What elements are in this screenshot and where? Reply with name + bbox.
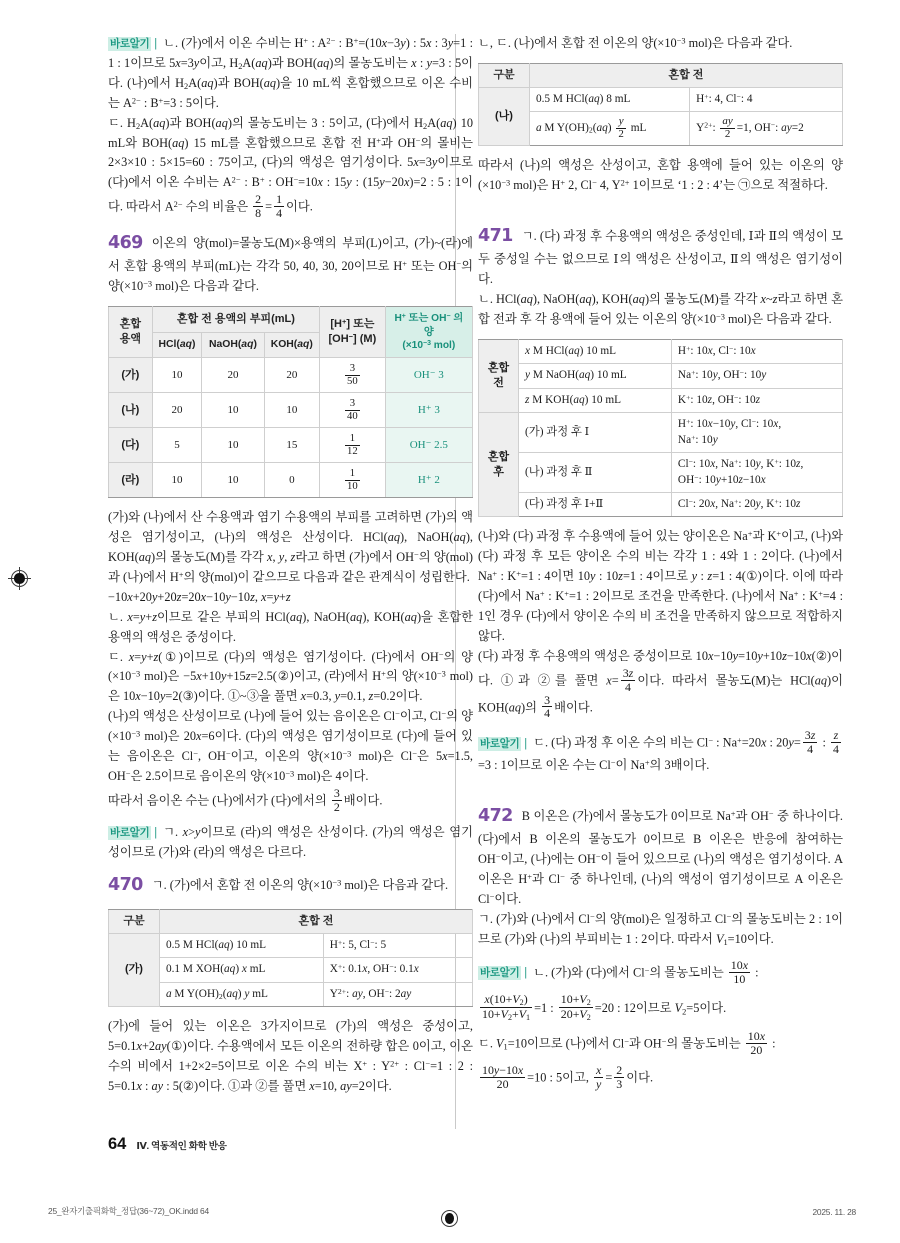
cell-solution: (가) 과정 후 Ⅰ (519, 413, 672, 453)
th-koh: KOH(aq) (264, 333, 320, 358)
th-before: 혼합 전 (159, 909, 472, 933)
th-hcl: HCl(aq) (152, 333, 202, 358)
cell-ions: H+: 5, Cl−: 5 (323, 933, 472, 957)
cell-ions: K+: 10z, OH−: 10z (671, 388, 842, 412)
registration-mark-left (11, 570, 28, 587)
problem-470-intro: 470 ㄱ. (가)에서 혼합 전 이온의 양($\times 10^{-3}$ mol)은 다음과 같다. (108, 875, 449, 896)
badge-bar: | (154, 36, 158, 50)
cell-naoh: 10 (202, 393, 264, 428)
cell-conc: $\frac{3}{50}$ (320, 358, 386, 393)
row-name: (나) (109, 393, 153, 428)
table-row (479, 87, 843, 111)
cell-amount: H⁺ 3 (385, 393, 472, 428)
table-row (109, 982, 473, 1006)
cell-solution: y M NaOH(aq) 10 mL (519, 364, 672, 388)
solution-470-bc-intro: ㄴ, ㄷ. (나)에서 혼합 전 이온의 양($\times 10^{-3}$ mol)은 다음과 같다. (478, 36, 793, 50)
solution-470-body: (가)에 들어 있는 이온은 3가지이므로 (가)의 액성은 중성이고, 5=0.1x+2ay(①)이다. 수용액에서 모든 이온의 전하량 합은 0이고, 이온 수의 비에서 1+2×2=5이므로 이온 수의 비는 X+ : $Y^{2+}$ : Cl−=1 : 2 : 5=0.1x : ay : 5(②)이다. ①과 ②를 풀면 x=10, ay=2이다. (108, 1019, 473, 1093)
cell-solution: 0.1 M XOH(aq) x mL (159, 958, 323, 982)
cell-koh: 0 (264, 463, 320, 498)
th-naoh: NaOH(aq) (202, 333, 264, 358)
row-group-label: (가) (109, 933, 160, 1006)
solution-469-e: 따라서 음이온 수는 (나)에서가 (다)에서의 $\frac{3}{2}$ 배이다. (108, 785, 383, 814)
table-row (479, 388, 843, 412)
cell-solution: (나) 과정 후 Ⅱ (519, 453, 672, 493)
problem-472-a: 472 B 이온은 (가)에서 몰농도가 0이므로 Na+과 OH− 중 하나이다. (다)에서 B 이온의 몰농도가 0이므로 B 이온은 반응에 참여하는 OH−이고, (나)에는 OH−이 들어 있으므로 (나)의 액성은 염기성이다. A 이온은 H+과 Cl− 중 하나인데, (나)의 액성이 염기성이므로 A 이온은 Cl−이다. (478, 806, 844, 907)
cell-conc: $\frac{1}{10}$ (320, 463, 386, 498)
table-row (479, 112, 843, 146)
cell-ions: X+: 0.1x, OH−: 0.1x (323, 958, 472, 982)
th-mix-2: 용액 (119, 333, 141, 346)
table-row (479, 413, 843, 453)
cell-ions: $Y^{2+}$: ay, OH−: 2ay (323, 982, 472, 1006)
row-group-label: (나) (479, 87, 530, 145)
problem-472-c: ㄷ. $V_1=10$이므로 (나)에서 Cl−과 OH−의 몰농도비는 $\frac{10x}{20}$ : (478, 1029, 776, 1058)
solution-469-eq1: −10x+20y+20z=20x−10y−10z, x=y+z (108, 589, 291, 604)
table-469: 혼합 용액 혼합 전 용액의 부피(mL) [H+] 또는 [OH−] (M) H+ 또는 OH− 의 양 ($\times 10^{-3}$ mol) HCl(aq) NaOH(aq) KOH(aq) (가) 10 20 20 $\frac{3}{50}$ OH⁻ 3 (나) 20 10 10 $\frac{3}{40}$ H⁺ 3 (다) 5 10 15 $\frac{1}{12}$ OH⁻ 2.5 (라) 10 10 0 $\frac{1}{10}$ H⁺ 2 (108, 306, 473, 498)
table-row (109, 958, 473, 982)
problem-469-intro: 469 이온의 양(mol)=몰농도(M)×용액의 부피(L)이고, (가)~(라)에서 혼합 용액의 부피(mL)는 각각 50, 40, 30, 20이므로 H+ 또는 OH−의 양($\times 10^{-3}$ mol)은 다음과 같다. (108, 233, 473, 294)
solution-469-barogalgi: 바로알기 | ㄱ. x>y이므로 (라)의 액성은 산성이다. (가)의 액성은 염기성이므로 (가)와 (라)의 액성은 다르다. (108, 824, 473, 859)
cell-conc: $\frac{3}{40}$ (320, 393, 386, 428)
problem-471-d: (다) 과정 후 수용액의 액성은 중성이므로 10x−10y=10y+10z−10x(②)이다. ①과 ②를 풀면 x= $\frac{3z}{4}$ 이다. 따라서 몰농도(M)는 HCl(aq)이 KOH(aq)의 $\frac{3}{4}$ 배이다. (478, 648, 843, 721)
problem-number-470: 470 (108, 875, 143, 896)
cell-amount: OH⁻ 2.5 (385, 428, 472, 463)
cell-ions: H+: 10x, Cl−: 10x (671, 339, 842, 363)
cell-hcl: 5 (152, 428, 202, 463)
cell-solution: x M HCl(aq) 10 mL (519, 339, 672, 363)
row-name: (라) (109, 463, 153, 498)
cell-hcl: 20 (152, 393, 202, 428)
page-number: 64 (108, 1135, 127, 1153)
table-row (109, 463, 473, 498)
row-group-before: 혼합 전 (479, 339, 519, 412)
cell-hcl: 10 (152, 358, 202, 393)
th-gubun: 구분 (109, 909, 160, 933)
row-name: (가) (109, 358, 153, 393)
cell-koh: 15 (264, 428, 320, 463)
cell-ions: $Y^{2+}$: $\frac{ay}{2}$ =1, OH−: ay=2 (690, 112, 843, 146)
solution-469-d: (나)의 액성은 산성이므로 (나)에 들어 있는 음이온은 Cl−이고, Cl−의 양($\times 10^{-3}$ mol)은 20x=6이다. (다)의 액성은 염기성이므로 (다)에 들어 있는 음이온은 Cl−, OH−이고, 이온의 양($\times 10^{-3}$ mol)은 Cl−은 5x=1.5, OH−은 2.5이므로 음이온의 양($\times 10^{-3}$ mol)은 4이다. (108, 709, 473, 783)
cell-naoh: 10 (202, 463, 264, 498)
solution-470-bc-body: 따라서 (나)의 액성은 산성이고, 혼합 용액에 들어 있는 이온의 양($\times 10^{-3}$ mol)은 H+ 2, Cl− 4, $Y^{2+}$ 1이므로 ‘1 : 2 : 4’는 ㉠으로 적절하다. (478, 157, 843, 192)
problem-number-472: 472 (478, 806, 513, 827)
problem-number-471: 471 (478, 225, 513, 246)
solution-469-body1: (가)와 (나)에서 산 수용액과 염기 수용액의 부피를 고려하면 (가)의 액성은 염기성이고, (나)의 액성은 산성이다. HCl(aq), NaOH(aq), KOH(aq)의 몰농도(M)를 각각 x, y, z라고 하면 (가)에서 OH−의 양(mol)과 (나)에서 H+의 양(mol)이 같으므로 다음과 같은 관계식이 성립한다. (108, 510, 474, 584)
problem-472-barogalgi: 바로알기 | ㄴ. (가)와 (다)에서 Cl−의 몰농도비는 $\frac{10x}{10}$ : (480, 957, 759, 986)
cell-solution: a M $Y(OH)_2(aq)$ y mL (159, 982, 323, 1006)
table-row (109, 933, 473, 957)
barogalgi-badge: 바로알기 (480, 967, 520, 980)
th-mix-1: 혼합 (119, 318, 141, 331)
badge-bar: | (524, 735, 528, 750)
cell-koh: 10 (264, 393, 320, 428)
table-row (479, 492, 843, 516)
cell-solution: 0.5 M HCl(aq) 8 mL (529, 87, 689, 111)
barogalgi-badge: 바로알기 (480, 737, 520, 750)
cell-solution: (다) 과정 후 Ⅰ+Ⅱ (519, 492, 672, 516)
cell-koh: 20 (264, 358, 320, 393)
print-date: 2025. 11. 28 (812, 1207, 856, 1217)
problem-471-b: ㄴ. HCl(aq), NaOH(aq), KOH(aq)의 몰농도(M)를 각각 x~z라고 하면 혼합 전과 후 각 용액에 들어 있는 이온의 양($\times 10^{-3}$ mol)은 다음과 같다. (478, 291, 844, 326)
solution-469-c: ㄷ. x=y+z(①)이므로 (다)의 액성은 염기성이다. (다)에서 OH−의 양($\times 10^{-3}$ mol)은 −5x+10y+15z=2.5(②)이고, (라)에서 H+의 양($\times 10^{-3}$ mol)은 10x−10y=2(③)이다. ①~③을 풀면 x=0.3, y=0.1, z=0.2이다. (108, 649, 473, 704)
table-470-bc (478, 63, 843, 146)
cell-conc: $\frac{1}{12}$ (320, 428, 386, 463)
th-gubun: 구분 (479, 63, 530, 87)
right-column (478, 34, 843, 1091)
solution-468-b: 바로알기 | ㄴ. (가)에서 이온 수비는 H+ : $A^{2-}$ : B+=(10x−3y) : 5x : 3y=1 : 1 : 1이므로 5x=3y이고, $H_2A(aq)$과 BOH(aq)의 몰농도비는 x : y=3 : 5이다. (나)에서 $H_2A(aq)$과 BOH(aq)을 10 mL씩 혼합했으므로 이온 수비는 $A^{2-}$ : B+=3 : 5이다. (108, 36, 474, 110)
cell-ions: H+: 4, Cl−: 4 (690, 87, 843, 111)
problem-472-b: ㄱ. (가)와 (나)에서 Cl−의 양(mol)은 일정하고 Cl−의 몰농도비는 2 : 1이므로 (가)와 (나)의 부피비는 1 : 2이다. 따라서 $V_1=10$이다. (478, 912, 843, 947)
solution-469-b: ㄴ. x=y+z이므로 같은 부피의 HCl(aq), NaOH(aq), KOH(aq)을 혼합한 용액의 액성은 중성이다. (108, 609, 473, 644)
cell-solution: 0.5 M HCl(aq) 10 mL (159, 933, 323, 957)
badge-bar: | (524, 965, 528, 980)
cell-solution: z M KOH(aq) 10 mL (519, 388, 672, 412)
problem-471-c: (나)와 (다) 과정 후 수용액에 들어 있는 양이온은 Na+과 K+이고, (나)와 (다) 과정 후 모든 양이온 수의 비는 각각 1 : 4와 1 : 2이다. (나)에서 Na+ : K+=1 : 4이면 10y : 10z=1 : 4이므로 y : z=1 : 4(①)이다. 이에 따라 (다)에서 Na+ : K+=1 : 2이므로 조건을 만족한다. (나)에서 Na+ : K+=4 : 1인 경우 (다)에서 양이온 수의 비 조건을 만족하지 않으므로 적합하지 않다. (478, 529, 844, 643)
registration-mark-bottom (441, 1210, 458, 1227)
problem-471-barogalgi: 바로알기 | ㄷ. (다) 과정 후 이온 수의 비는 Cl− : Na+=20x : 20y= $\frac{3z}{4}$ : $\frac{z}{4}$ =3 : 1이므로 이온 수는 Cl−이 Na+의 3배이다. (478, 728, 839, 773)
cell-amount: OH⁻ 3 (385, 358, 472, 393)
cell-ions: Cl−: 10x, Na+: 10y, K+: 10z, OH−: 10y+10z−10x (671, 453, 842, 493)
row-group-after: 혼합 후 (479, 413, 519, 517)
print-filename: 25_완자기출픽화학_정답(36~72)_OK.indd 64 (48, 1206, 209, 1216)
left-column (108, 34, 473, 1097)
cell-naoh: 20 (202, 358, 264, 393)
problem-472-barogalgi-eq: $\frac{x(10+V_2)}{10+V_2+V_1}$ =1 : $\frac{10+V_2}{20+V_2}$ =20 : 12이므로 $V_2=5$이다. (482, 991, 727, 1023)
problem-472-c-eq: $\frac{10y-10x}{20}$ =10 : 5이고, $\frac{x}{y}$ = $\frac{2}{3}$ 이다. (482, 1062, 654, 1091)
table-row (479, 339, 843, 363)
cell-ions: Cl−: 20x, Na+: 20y, K+: 10z (671, 492, 842, 516)
cell-hcl: 10 (152, 463, 202, 498)
table-row (479, 453, 843, 493)
page-footer (108, 1135, 227, 1154)
th-volume: 혼합 전 용액의 부피(mL) (152, 307, 319, 333)
table-470 (108, 909, 473, 1007)
table-row (479, 364, 843, 388)
badge-bar: | (154, 824, 158, 839)
cell-amount: H⁺ 2 (385, 463, 472, 498)
cell-solution: a M $Y(OH)_2(aq)$ $\frac{y}{2}$ mL (529, 112, 689, 146)
barogalgi-badge: 바로알기 (110, 38, 150, 50)
cell-ions: H+: 10x−10y, Cl−: 10x, Na+: 10y (671, 413, 842, 453)
table-row (109, 393, 473, 428)
cell-naoh: 10 (202, 428, 264, 463)
chapter-title: Ⅳ. 역동적인 화학 반응 (136, 1141, 227, 1152)
problem-471-a: 471 ㄱ. (다) 과정 후 수용액의 액성은 중성인데, Ⅰ과 Ⅱ의 액성이 모두 중성일 수는 없으므로 Ⅰ의 액성은 산성이고, Ⅱ의 액성은 염기성이다. (478, 225, 843, 286)
th-before: 혼합 전 (529, 63, 842, 87)
barogalgi-badge: 바로알기 (110, 826, 150, 839)
cell-ions: Na+: 10y, OH−: 10y (671, 364, 842, 388)
solution-468-c: ㄷ. $H_2A(aq)$과 BOH(aq)의 몰농도비는 3 : 5이고, (다)에서 $H_2A(aq)$ 10 mL와 BOH(aq) 15 mL를 혼합했으므로 혼합 전 H+과 OH−의 몰비는 2×3×10 : 5×15=60 : 75이고, (다)의 액성은 염기성이다. 5x=3y이므로 (다)에서 이온 수비는 $A^{2-}$ : B+ : OH−=10x : 15y : (15y−20x)=2 : 5 : 1이다. 따라서 $A^{2-}$ 수의 비율은 $\frac{2}{8}$ = $\frac{1}{4}$ 이다. (108, 115, 474, 221)
problem-number-469: 469 (108, 233, 143, 254)
table-row (109, 428, 473, 463)
table-471 (478, 339, 843, 518)
row-name: (다) (109, 428, 153, 463)
table-row (109, 358, 473, 393)
